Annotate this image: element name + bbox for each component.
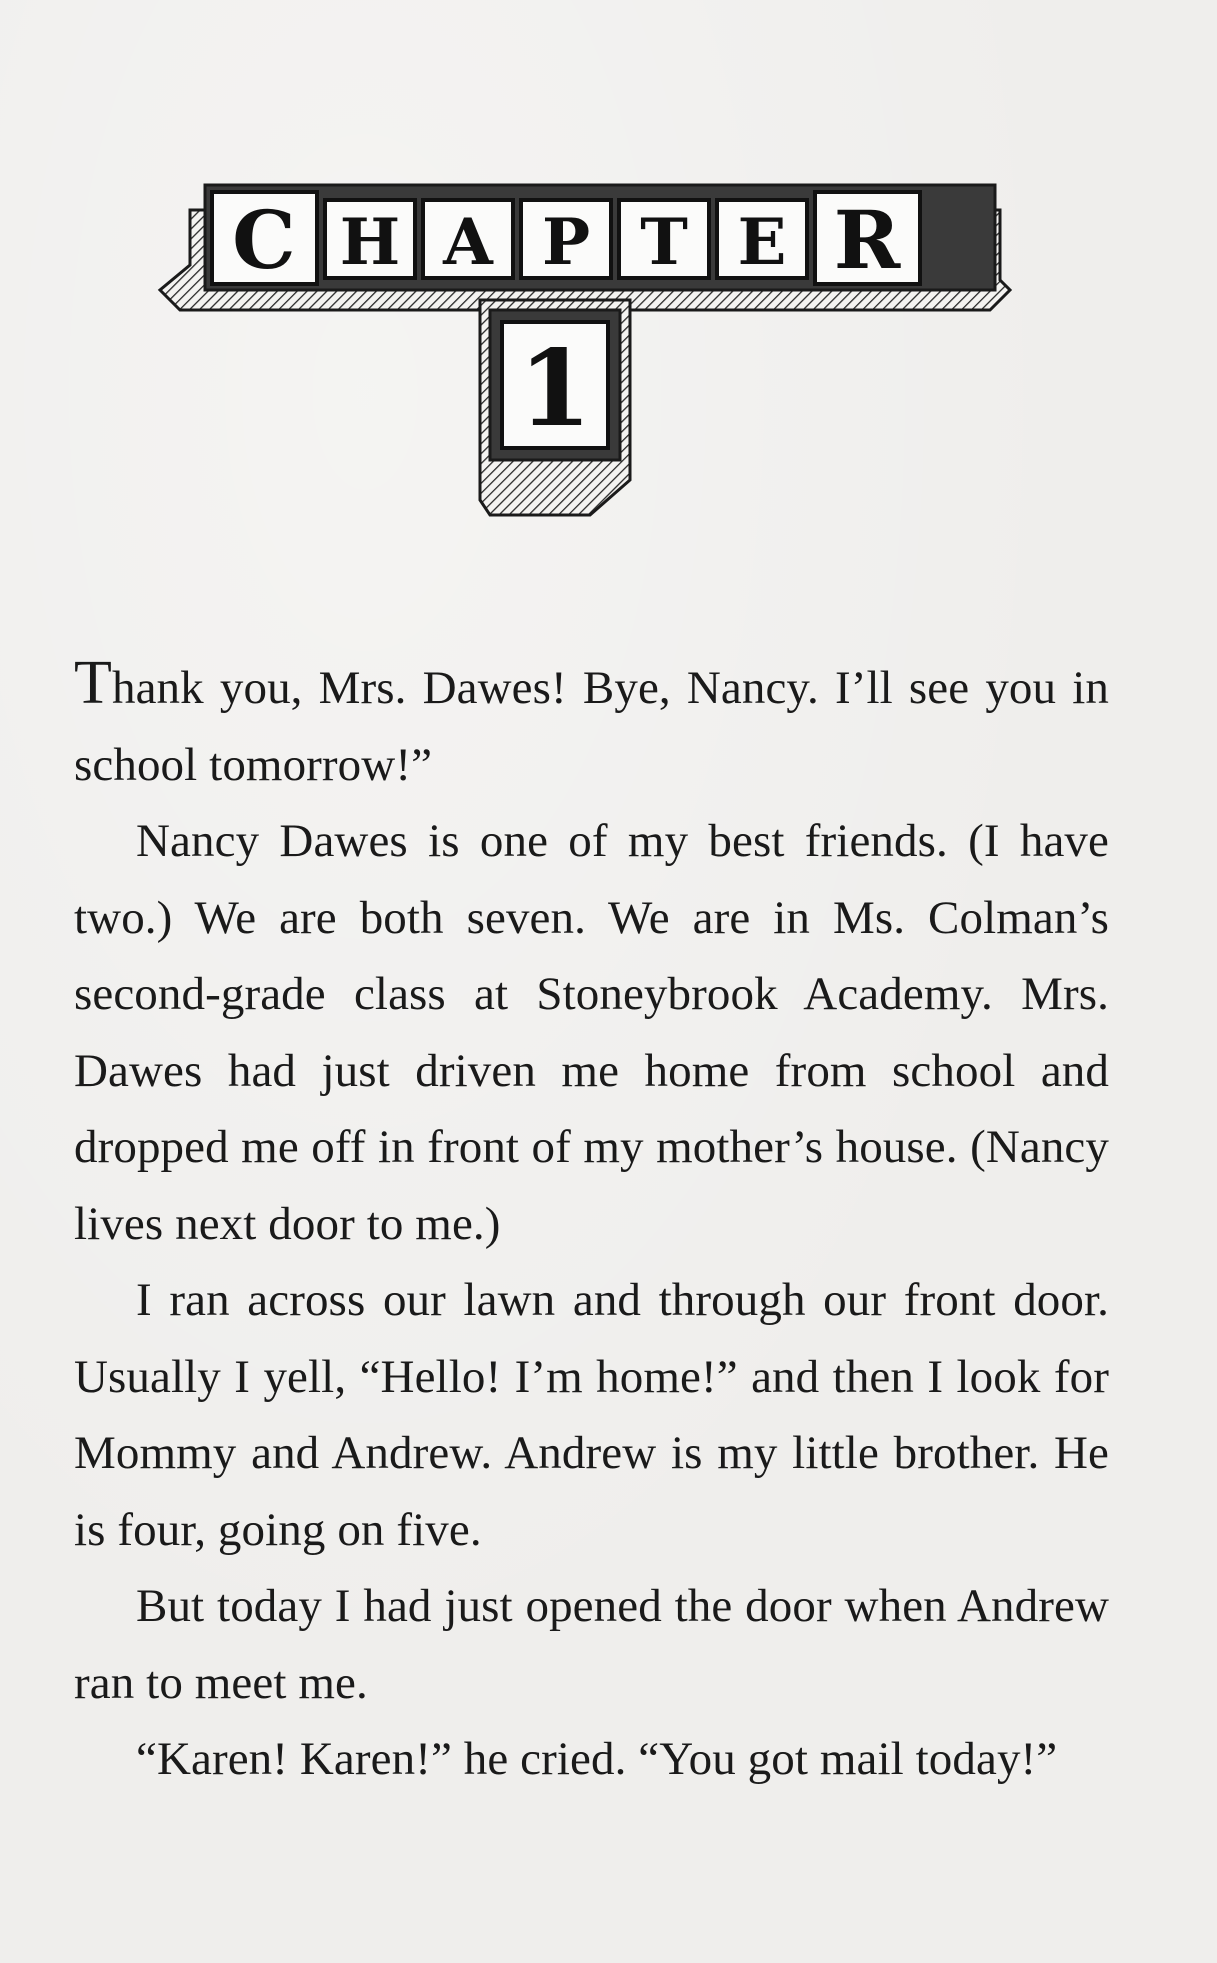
letter-e: E [737,205,787,280]
chapter-letter-tiles [212,192,920,287]
paragraph: Nancy Dawes is one of my best friends. (I have two.) We are both seven. We are in Ms. Colman’s second-grade class at Stoneybrook Academy. Mrs. Dawes had just driven me home from school and dropped me off in front of my mother’s house. (Nancy lives next door to me.) [74,815,1109,1250]
letter-c: C [232,193,296,287]
chapter-number-tile [490,310,620,460]
paragraph: “Karen! Karen!” he cried. “You got mail today!” [136,1733,1058,1785]
paragraph: But today I had just opened the door when Andrew ran to meet me. [74,1580,1109,1709]
letter-tile [325,200,415,280]
letter-r: R [833,193,901,287]
letter-tile [521,200,611,280]
chapter-body [74,650,1109,1798]
drop-cap: T [74,649,112,717]
letter-p: P [541,205,591,280]
letter-a: A [443,205,493,280]
letter-tile [423,200,513,280]
letter-h: H [339,205,401,280]
letter-tile [619,200,709,280]
letter-tile [212,192,317,287]
paragraph-text: hank you, Mrs. Dawes! Bye, Nancy. I’ll see you in school tomorrow!” [74,662,1109,791]
letter-tile [717,200,807,280]
chapter-heading [150,180,1030,530]
paragraph [74,650,1109,803]
paragraph: I ran across our lawn and through our front door. Usually I yell, “Hello! I’m home!” and then I look for Mommy and Andrew. Andrew is my little brother. He is four, going on five. [74,1274,1109,1556]
letter-t: T [640,205,688,280]
letter-tile [815,192,920,287]
chapter-number: 1 [518,326,592,450]
